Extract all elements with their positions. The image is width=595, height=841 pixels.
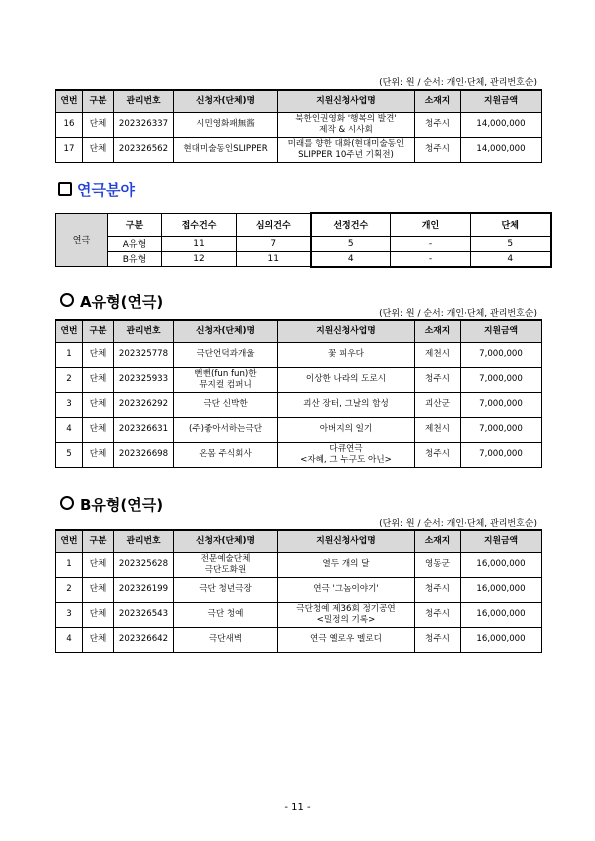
table-cell: 괴산군: [415, 392, 461, 417]
table-cell: 202326292: [114, 392, 174, 417]
table-cell: 청주시: [415, 627, 461, 652]
table-cell: 청주시: [415, 137, 461, 162]
table-row: [56, 392, 542, 417]
table-cell: 극단새벽: [174, 627, 278, 652]
table-cell: 연극 옐로우 멜로디: [278, 627, 415, 652]
summary-cell: 4: [471, 251, 551, 267]
table-cell: 2: [56, 577, 83, 602]
table-cell: 단체: [83, 112, 114, 137]
table-row: [56, 627, 542, 652]
column-header: 구분: [83, 320, 114, 342]
table-cell: 시민영화패無酱: [174, 112, 278, 137]
column-header: 연번: [56, 90, 83, 112]
type-b-table: [55, 529, 542, 653]
column-header: 소재지: [415, 320, 461, 342]
table-cell: 16,000,000: [461, 627, 542, 652]
table-cell: 현대미술동인SLIPPER: [174, 137, 278, 162]
table-cell: 7,000,000: [461, 417, 542, 442]
summary-cell: -: [391, 251, 471, 267]
table-cell: 202326543: [114, 602, 174, 627]
table-cell: 극단청예 제36회 정기공연 <밀정의 기록>: [278, 602, 415, 627]
table-cell: 14,000,000: [461, 112, 542, 137]
table-cell: 전문예술단체 극단도화원: [174, 552, 278, 577]
table-cell: 7,000,000: [461, 442, 542, 467]
summary-header: 심의건수: [237, 213, 311, 236]
table-cell: 202325778: [114, 342, 174, 367]
table-cell: 7,000,000: [461, 392, 542, 417]
theater-summary-table: [55, 212, 552, 268]
summary-header: 선정건수: [311, 213, 391, 236]
column-header: 소재지: [415, 90, 461, 112]
column-header: 구분: [83, 530, 114, 552]
table-cell: 이상한 나라의 도로시: [278, 367, 415, 392]
summary-cell: 11: [162, 236, 237, 251]
column-header: 신청자(단체)명: [174, 530, 278, 552]
summary-header: 접수건수: [162, 213, 237, 236]
table-row: [56, 112, 542, 137]
table-cell: 2: [56, 367, 83, 392]
table-cell: 3: [56, 602, 83, 627]
table-cell: 14,000,000: [461, 137, 542, 162]
column-header: 구분: [83, 90, 114, 112]
column-header: 소재지: [415, 530, 461, 552]
table-cell: 1: [56, 552, 83, 577]
table-cell: 북한인권영화 '행복의 발견' 제작 & 시사회: [278, 112, 415, 137]
table-cell: 16,000,000: [461, 577, 542, 602]
summary-cell: A유형: [108, 236, 162, 251]
table-cell: 단체: [83, 342, 114, 367]
summary-header: 구분: [108, 213, 162, 236]
table-cell: 202326562: [114, 137, 174, 162]
column-header: 신청자(단체)명: [174, 90, 278, 112]
table-cell: 202326199: [114, 577, 174, 602]
summary-cell: 5: [311, 236, 391, 251]
column-header: 지원신청사업명: [278, 320, 415, 342]
table-cell: 청주시: [415, 112, 461, 137]
table-cell: 202326631: [114, 417, 174, 442]
circle-bullet-icon: [60, 293, 74, 307]
table-row: [56, 342, 542, 367]
table-cell: 4: [56, 627, 83, 652]
table-cell: 단체: [83, 627, 114, 652]
top-table: [55, 89, 542, 163]
unit-note-type-b: (단위: 원 / 순서: 개인·단체, 관리번호순): [379, 519, 537, 529]
summary-cell: 12: [162, 251, 237, 267]
summary-cell: 4: [311, 251, 391, 267]
table-cell: 단체: [83, 577, 114, 602]
unit-note-type-a: (단위: 원 / 순서: 개인·단체, 관리번호순): [379, 309, 537, 319]
table-cell: 청주시: [415, 577, 461, 602]
table-cell: 청주시: [415, 367, 461, 392]
table-cell: 극단 청년극장: [174, 577, 278, 602]
column-header: 지원금액: [461, 90, 542, 112]
table-cell: 16: [56, 112, 83, 137]
table-row: [56, 417, 542, 442]
table-cell: 16,000,000: [461, 602, 542, 627]
table-cell: 단체: [83, 367, 114, 392]
table-cell: 아버지의 일기: [278, 417, 415, 442]
table-cell: 4: [56, 417, 83, 442]
table-row: [56, 552, 542, 577]
summary-cell: B유형: [108, 251, 162, 267]
table-cell: 단체: [83, 602, 114, 627]
table-cell: 202325933: [114, 367, 174, 392]
table-cell: 3: [56, 392, 83, 417]
section-title-type-a: A유형(연극): [60, 291, 163, 312]
unit-note-top: (단위: 원 / 순서: 개인·단체, 관리번호순): [379, 78, 537, 88]
column-header: 연번: [56, 530, 83, 552]
column-header: 신청자(단체)명: [174, 320, 278, 342]
table-cell: 7,000,000: [461, 342, 542, 367]
table-cell: 다큐연극 <자혜, 그 누구도 아닌>: [278, 442, 415, 467]
table-cell: 극단 청예: [174, 602, 278, 627]
checkbox-square-icon: [58, 182, 72, 196]
table-cell: 제천시: [415, 417, 461, 442]
table-cell: 202326337: [114, 112, 174, 137]
page-number: - 11 -: [284, 802, 311, 813]
table-cell: 영동군: [415, 552, 461, 577]
table-row: [56, 137, 542, 162]
table-cell: 202325628: [114, 552, 174, 577]
table-cell: 뻔뻔(fun fun)한 뮤지컬 컴퍼니: [174, 367, 278, 392]
table-row: [56, 577, 542, 602]
summary-cell: 11: [237, 251, 311, 267]
column-header: 관리번호: [114, 320, 174, 342]
table-cell: 202326642: [114, 627, 174, 652]
type-a-table: [55, 319, 542, 468]
table-cell: 17: [56, 137, 83, 162]
table-cell: 단체: [83, 552, 114, 577]
summary-cell: 7: [237, 236, 311, 251]
table-cell: 단체: [83, 442, 114, 467]
summary-cell: 5: [471, 236, 551, 251]
table-row: [56, 602, 542, 627]
table-cell: 열두 개의 달: [278, 552, 415, 577]
column-header: 지원신청사업명: [278, 90, 415, 112]
summary-cell: -: [391, 236, 471, 251]
table-cell: 단체: [83, 392, 114, 417]
table-cell: 연극 '그놈이야기': [278, 577, 415, 602]
column-header: 지원신청사업명: [278, 530, 415, 552]
table-row: [56, 442, 542, 467]
table-cell: 극단언덕과개울: [174, 342, 278, 367]
table-cell: 꽃 피우다: [278, 342, 415, 367]
table-row: [56, 367, 542, 392]
table-cell: 202326698: [114, 442, 174, 467]
circle-bullet-icon: [60, 496, 74, 510]
table-cell: 16,000,000: [461, 552, 542, 577]
table-cell: 청주시: [415, 442, 461, 467]
table-cell: 청주시: [415, 602, 461, 627]
table-cell: (주)좋아서하는극단: [174, 417, 278, 442]
table-cell: 5: [56, 442, 83, 467]
table-cell: 단체: [83, 137, 114, 162]
section-title-type-b: B유형(연극): [60, 494, 163, 515]
column-header: 관리번호: [114, 90, 174, 112]
table-cell: 7,000,000: [461, 367, 542, 392]
table-cell: 괴산 장터, 그날의 함성: [278, 392, 415, 417]
column-header: 지원금액: [461, 530, 542, 552]
table-cell: 제천시: [415, 342, 461, 367]
table-cell: 단체: [83, 417, 114, 442]
section-title-theater: 연극분야: [58, 179, 135, 200]
table-cell: 미래를 향한 대화(현대미술동인 SLIPPER 10주년 기획전): [278, 137, 415, 162]
summary-header: 개인: [391, 213, 471, 236]
column-header: 연번: [56, 320, 83, 342]
table-cell: 1: [56, 342, 83, 367]
table-cell: 온몸 주식회사: [174, 442, 278, 467]
summary-row-label: 연극: [56, 213, 108, 267]
table-cell: 극단 신박한: [174, 392, 278, 417]
column-header: 지원금액: [461, 320, 542, 342]
column-header: 관리번호: [114, 530, 174, 552]
summary-header: 단체: [471, 213, 551, 236]
